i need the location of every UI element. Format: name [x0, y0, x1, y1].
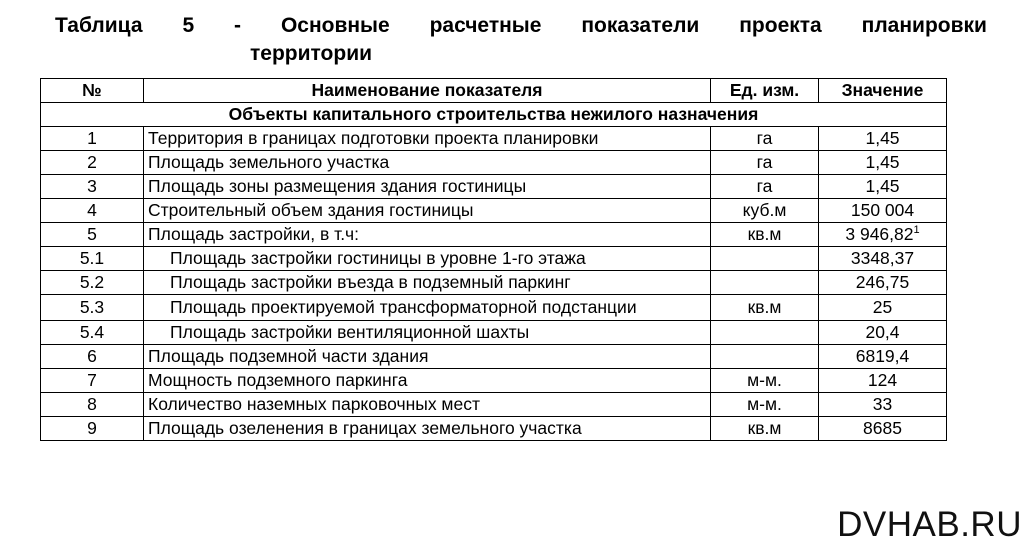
table-caption-line2: территории [250, 42, 373, 65]
row-unit: м-м. [711, 369, 819, 393]
row-value [819, 199, 947, 223]
row-value [819, 369, 947, 393]
caption-word: 5 [182, 14, 195, 37]
table-caption [55, 10, 987, 70]
row-unit: га [711, 175, 819, 199]
row-value-text: 3348,37 [850, 247, 915, 268]
caption-word: расчетные [429, 14, 542, 37]
header-unit: Ед. изм. [711, 79, 819, 103]
row-number: 1 [41, 127, 144, 151]
row-number: 5.1 [41, 247, 144, 271]
row-indicator-name: Количество наземных парковочных мест [144, 393, 711, 417]
row-value-text: 1,45 [865, 175, 900, 196]
row-indicator-name: Площадь застройки въезда в подземный паркинг [144, 271, 711, 295]
header-value: Значение [819, 79, 947, 103]
row-indicator-name: Мощность подземного паркинга [144, 369, 711, 393]
row-value [819, 127, 947, 151]
caption-word: Основные [280, 14, 390, 37]
row-indicator-name: Площадь проектируемой трансформаторной подстанции [144, 295, 711, 321]
row-value [819, 393, 947, 417]
row-value [819, 345, 947, 369]
row-unit: кв.м [711, 223, 819, 247]
table-row [41, 223, 947, 247]
caption-word: планировки [861, 14, 987, 37]
row-indicator-name: Площадь земельного участка [144, 151, 711, 175]
row-number: 5.3 [41, 295, 144, 321]
row-unit: м-м. [711, 393, 819, 417]
footnote-marker: 1 [913, 223, 920, 236]
row-number: 5 [41, 223, 144, 247]
table-row [41, 247, 947, 271]
table-row [41, 417, 947, 441]
row-value [819, 223, 947, 247]
row-number: 5.2 [41, 271, 144, 295]
row-number: 5.4 [41, 321, 144, 345]
table-header-row [41, 79, 947, 103]
table-row [41, 393, 947, 417]
row-unit [711, 247, 819, 271]
row-number: 3 [41, 175, 144, 199]
row-unit [711, 321, 819, 345]
table-row [41, 151, 947, 175]
header-number: № [41, 79, 144, 103]
row-number: 8 [41, 393, 144, 417]
row-value-text: 6819,4 [855, 345, 910, 366]
row-value [819, 247, 947, 271]
section-title: Объекты капитального строительства нежилого назначения [41, 103, 947, 127]
row-value-text: 8685 [863, 417, 902, 438]
row-indicator-name: Площадь застройки, в т.ч: [144, 223, 711, 247]
row-indicator-name: Площадь подземной части здания [144, 345, 711, 369]
table-row [41, 127, 947, 151]
row-number: 4 [41, 199, 144, 223]
table-row [41, 321, 947, 345]
row-number: 2 [41, 151, 144, 175]
row-value-text: 20,4 [865, 321, 900, 342]
row-number: 6 [41, 345, 144, 369]
row-indicator-name: Площадь застройки гостиницы в уровне 1-го этажа [144, 247, 711, 271]
row-value-text: 150 004 [850, 199, 915, 220]
row-number: 7 [41, 369, 144, 393]
indicators-table [40, 78, 947, 441]
row-value [819, 271, 947, 295]
row-value [819, 175, 947, 199]
row-value-text: 124 [867, 369, 898, 390]
row-value-text: 1,45 [865, 127, 900, 148]
watermark-logo: DVHAB.RU [837, 505, 1022, 544]
row-indicator-name: Площадь озеленения в границах земельного участка [144, 417, 711, 441]
row-value [819, 295, 947, 321]
row-value-text: 246,75 [855, 271, 910, 292]
row-indicator-name: Площадь застройки вентиляционной шахты [144, 321, 711, 345]
row-indicator-name: Площадь зоны размещения здания гостиницы [144, 175, 711, 199]
caption-word: - [234, 14, 242, 37]
header-indicator-name: Наименование показателя [144, 79, 711, 103]
row-unit: кв.м [711, 417, 819, 441]
table-row [41, 369, 947, 393]
row-value-text: 33 [872, 393, 893, 414]
row-value [819, 151, 947, 175]
row-unit: куб.м [711, 199, 819, 223]
row-indicator-name: Строительный объем здания гостиницы [144, 199, 711, 223]
section-row [41, 103, 947, 127]
table-row [41, 295, 947, 321]
row-unit [711, 271, 819, 295]
caption-word: Таблица [55, 14, 143, 37]
caption-word: показатели [581, 14, 700, 37]
caption-word: проекта [739, 14, 822, 37]
row-value [819, 321, 947, 345]
row-number: 9 [41, 417, 144, 441]
row-value [819, 417, 947, 441]
table-row [41, 345, 947, 369]
table-row [41, 271, 947, 295]
row-value-text: 25 [872, 296, 893, 317]
row-unit [711, 345, 819, 369]
row-unit: га [711, 151, 819, 175]
table-row [41, 175, 947, 199]
row-unit: га [711, 127, 819, 151]
row-value-text: 1,45 [865, 151, 900, 172]
row-value-text: 3 946,82 [845, 223, 914, 244]
row-unit: кв.м [711, 295, 819, 321]
table-row [41, 199, 947, 223]
row-indicator-name: Территория в границах подготовки проекта планировки [144, 127, 711, 151]
